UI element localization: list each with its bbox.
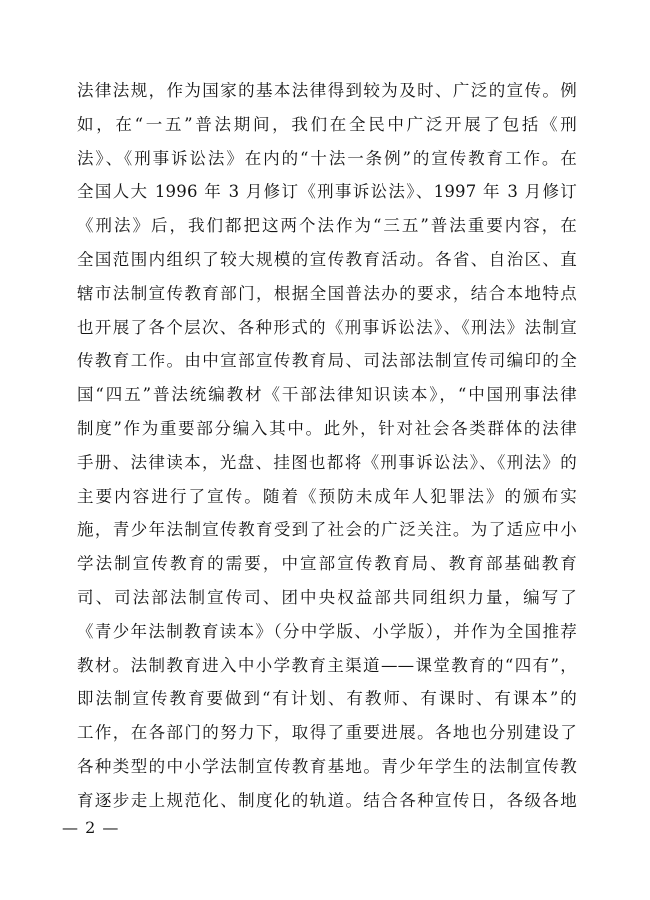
text-line: 《青少年法制教育读本》（分中学版、小学版），并作为全国推荐: [77, 621, 577, 641]
text-line: 传教育工作。由中宣部宣传教育局、司法部法制宣传司编印的全: [77, 351, 577, 371]
text-line: 教材。法制教育进入中小学教育主渠道——课堂教育的“四有”，: [77, 655, 577, 675]
text-line: 主要内容进行了宣传。随着《预防未成年人犯罪法》的颁布实: [77, 486, 577, 506]
text-line: 国“四五”普法统编教材《干部法律知识读本》，“中国刑事法律: [77, 385, 577, 405]
text-line: 如，在“一五”普法期间，我们在全民中广泛开展了包括《刑: [77, 114, 577, 134]
text-line: 育逐步走上规范化、制度化的轨道。结合各种宣传日，各级各地: [77, 790, 577, 810]
body-text: [77, 74, 577, 818]
text-line: 也开展了各个层次、各种形式的《刑事诉讼法》、《刑法》法制宣: [77, 317, 577, 337]
text-line: 即法制宣传教育要做到“有计划、有教师、有课时、有课本”的: [77, 689, 577, 709]
text-line: 各种类型的中小学法制宣传教育基地。青少年学生的法制宣传教: [77, 756, 577, 776]
text-line: 法》、《刑事诉讼法》在内的“十法一条例”的宣传教育工作。在: [77, 148, 577, 168]
text-line: 手册、法律读本，光盘、挂图也都将《刑事诉讼法》、《刑法》的: [77, 452, 577, 472]
text-line: 《刑法》后，我们都把这两个法作为“三五”普法重要内容，在: [77, 216, 577, 236]
text-line: 辖市法制宣传教育部门，根据全国普法办的要求，结合本地特点: [77, 283, 577, 303]
text-line: 制度”作为重要部分编入其中。此外，针对社会各类群体的法律: [77, 418, 577, 438]
text-line: 全国范围内组织了较大规模的宣传教育活动。各省、自治区、直: [77, 249, 577, 269]
text-line: 全国人大 1996 年 3 月修订《刑事诉讼法》、1997 年 3 月修订: [77, 182, 577, 202]
page-number: — 2 —: [62, 818, 120, 837]
text-line: 法律法规，作为国家的基本法律得到较为及时、广泛的宣传。例: [77, 81, 577, 100]
text-line: 学法制宣传教育的需要，中宣部宣传教育局、教育部基础教育: [77, 554, 577, 574]
text-line: 施，青少年法制宣传教育受到了社会的广泛关注。为了适应中小: [77, 520, 577, 540]
text-line: 司、司法部法制宣传司、团中央权益部共同组织力量，编写了: [77, 587, 577, 607]
text-line: 工作，在各部门的努力下，取得了重要进展。各地也分别建设了: [77, 723, 577, 743]
